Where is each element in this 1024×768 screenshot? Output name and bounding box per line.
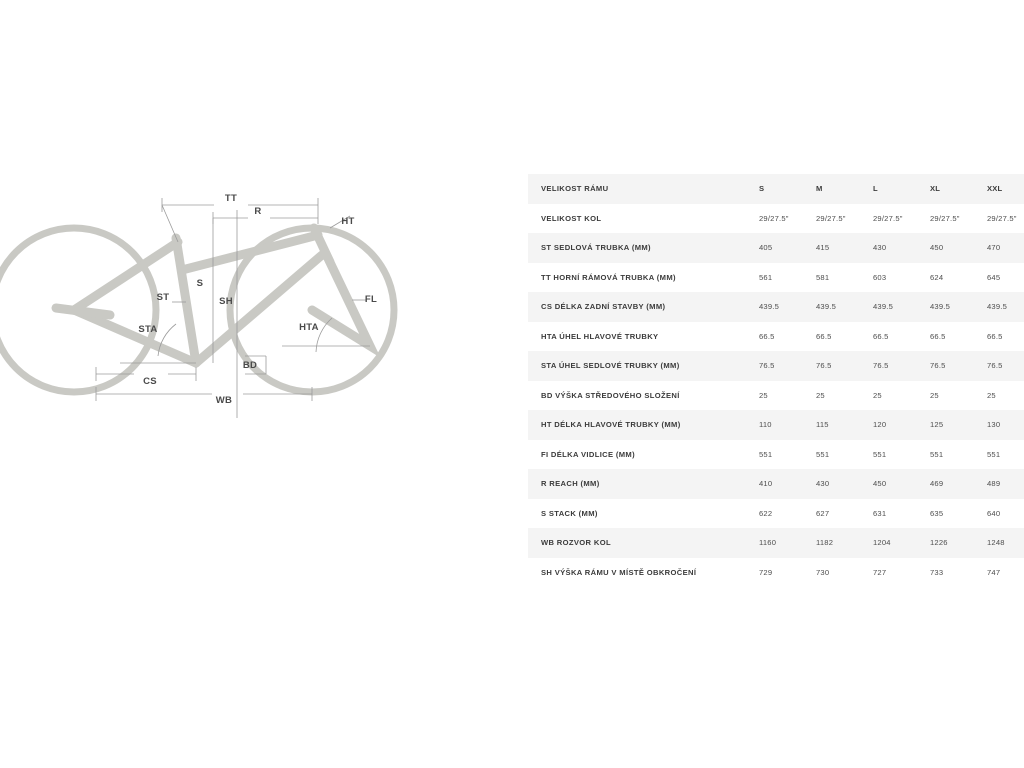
down-tube [196,255,322,363]
cell-xl: 624 [930,272,944,282]
cell-s: 1160 [759,538,777,548]
row-label: HTA ÚHEL HLAVOVÉ TRUBKY [541,331,659,341]
cell-xxl: 66.5 [987,331,1003,341]
cell-s: 110 [759,420,772,430]
chainstay [74,310,196,363]
table-row [528,351,1024,381]
cell-m: 551 [816,449,830,459]
table-row [528,263,1024,293]
cell-xl: 450 [930,243,944,253]
top-tube [182,235,318,270]
dim-label-ht: HT [341,216,355,227]
cell-l: 439.5 [873,302,894,312]
table-row [528,528,1024,558]
dim-label-wb: WB [215,395,233,406]
dim-label-s: S [196,278,204,289]
dim-label-cs: CS [143,376,157,387]
row-label: CS DÉLKA ZADNÍ STAVBY (MM) [541,302,666,312]
cell-s: 29/27.5" [759,213,789,223]
cell-m: 730 [816,567,830,577]
cell-xl: 439.5 [930,302,951,312]
cell-xl: 76.5 [930,361,946,371]
cell-s: 66.5 [759,331,775,341]
column-header-frame-size: VELIKOST RÁMU [541,184,609,194]
dim-label-sta: STA [138,324,158,335]
table-row [528,410,1024,440]
cell-xxl: 551 [987,449,1001,459]
cell-l: 1204 [873,538,891,548]
column-header-s: S [759,184,765,194]
dim-label-hta: HTA [299,322,319,333]
column-header-l: L [873,184,878,194]
rear-dropout-bar [56,308,110,315]
dim-label-fl: FL [364,294,378,305]
table-row [528,322,1024,352]
cell-s: 551 [759,449,773,459]
cell-l: 727 [873,567,887,577]
cell-xxl: 489 [987,479,1001,489]
row-label: R REACH (MM) [541,479,600,489]
dim-label-st: ST [156,292,170,303]
geometry-table [528,174,1024,587]
cell-m: 439.5 [816,302,837,312]
row-label: STA ÚHEL SEDLOVÉ TRUBKY (MM) [541,361,680,371]
cell-xxl: 470 [987,243,1001,253]
column-header-xxl: XXL [987,184,1003,194]
cell-m: 115 [816,420,829,430]
cell-l: 76.5 [873,361,889,371]
table-row [528,292,1024,322]
table-row [528,233,1024,263]
cell-xxl: 640 [987,508,1001,518]
cell-xl: 551 [930,449,944,459]
cell-l: 551 [873,449,887,459]
cell-xxl: 645 [987,272,1001,282]
cell-m: 415 [816,243,830,253]
cell-m: 430 [816,479,830,489]
seat-tube [176,238,196,363]
cell-xl: 635 [930,508,944,518]
row-label: FI DÉLKA VIDLICE (MM) [541,449,635,459]
cell-m: 76.5 [816,361,832,371]
row-label: ST SEDLOVÁ TRUBKA (MM) [541,243,651,253]
cell-xl: 469 [930,479,944,489]
cell-l: 66.5 [873,331,889,341]
table-row [528,204,1024,234]
dim-label-r: R [254,206,262,217]
row-label: WB ROZVOR KOL [541,538,611,548]
cell-xxl: 747 [987,567,1001,577]
cell-xxl: 25 [987,390,996,400]
table-header-row [528,174,1024,204]
cell-xl: 733 [930,567,944,577]
table-row [528,469,1024,499]
cell-xl: 29/27.5" [930,213,960,223]
cell-s: 410 [759,479,773,489]
cell-m: 29/27.5" [816,213,846,223]
tt-ext-left [162,205,178,242]
cell-m: 25 [816,390,825,400]
cell-l: 603 [873,272,887,282]
cell-s: 439.5 [759,302,780,312]
cell-xxl: 130 [987,420,1001,430]
column-header-xl: XL [930,184,941,194]
row-label: HT DÉLKA HLAVOVÉ TRUBKY (MM) [541,420,681,430]
cell-s: 622 [759,508,773,518]
cell-l: 25 [873,390,882,400]
dim-label-sh: SH [219,296,233,307]
cell-xxl: 1248 [987,538,1005,548]
cell-xl: 1226 [930,538,948,548]
table-row [528,499,1024,529]
cell-m: 1182 [816,538,834,548]
dim-label-tt: TT [224,193,238,204]
geometry-table-wrapper [528,174,1024,587]
cell-xl: 66.5 [930,331,946,341]
cell-m: 627 [816,508,830,518]
cell-s: 76.5 [759,361,775,371]
cell-s: 729 [759,567,773,577]
row-label: SH VÝŠKA RÁMU V MÍSTĚ OBKROČENÍ [541,567,697,577]
bike-geometry-diagram [0,150,512,480]
row-label: BD VÝŠKA STŘEDOVÉHO SLOŽENÍ [541,390,680,400]
cell-xl: 25 [930,390,939,400]
row-label: TT HORNÍ RÁMOVÁ TRUBKA (MM) [541,272,676,282]
cell-s: 25 [759,390,768,400]
cell-m: 66.5 [816,331,832,341]
cell-xl: 125 [930,420,944,430]
cell-l: 29/27.5" [873,213,903,223]
cell-xxl: 29/27.5" [987,213,1017,223]
cell-xxl: 439.5 [987,302,1008,312]
column-header-m: M [816,184,823,194]
table-row [528,381,1024,411]
cell-m: 581 [816,272,830,282]
cell-l: 120 [873,420,887,430]
cell-l: 430 [873,243,887,253]
table-row [528,440,1024,470]
dim-label-bd: BD [242,360,258,371]
cell-l: 631 [873,508,887,518]
row-label: VELIKOST KOL [541,213,602,223]
table-row [528,558,1024,588]
cell-s: 405 [759,243,773,253]
cell-xxl: 76.5 [987,361,1003,371]
cell-s: 561 [759,272,773,282]
row-label: S STACK (MM) [541,508,598,518]
cell-l: 450 [873,479,887,489]
